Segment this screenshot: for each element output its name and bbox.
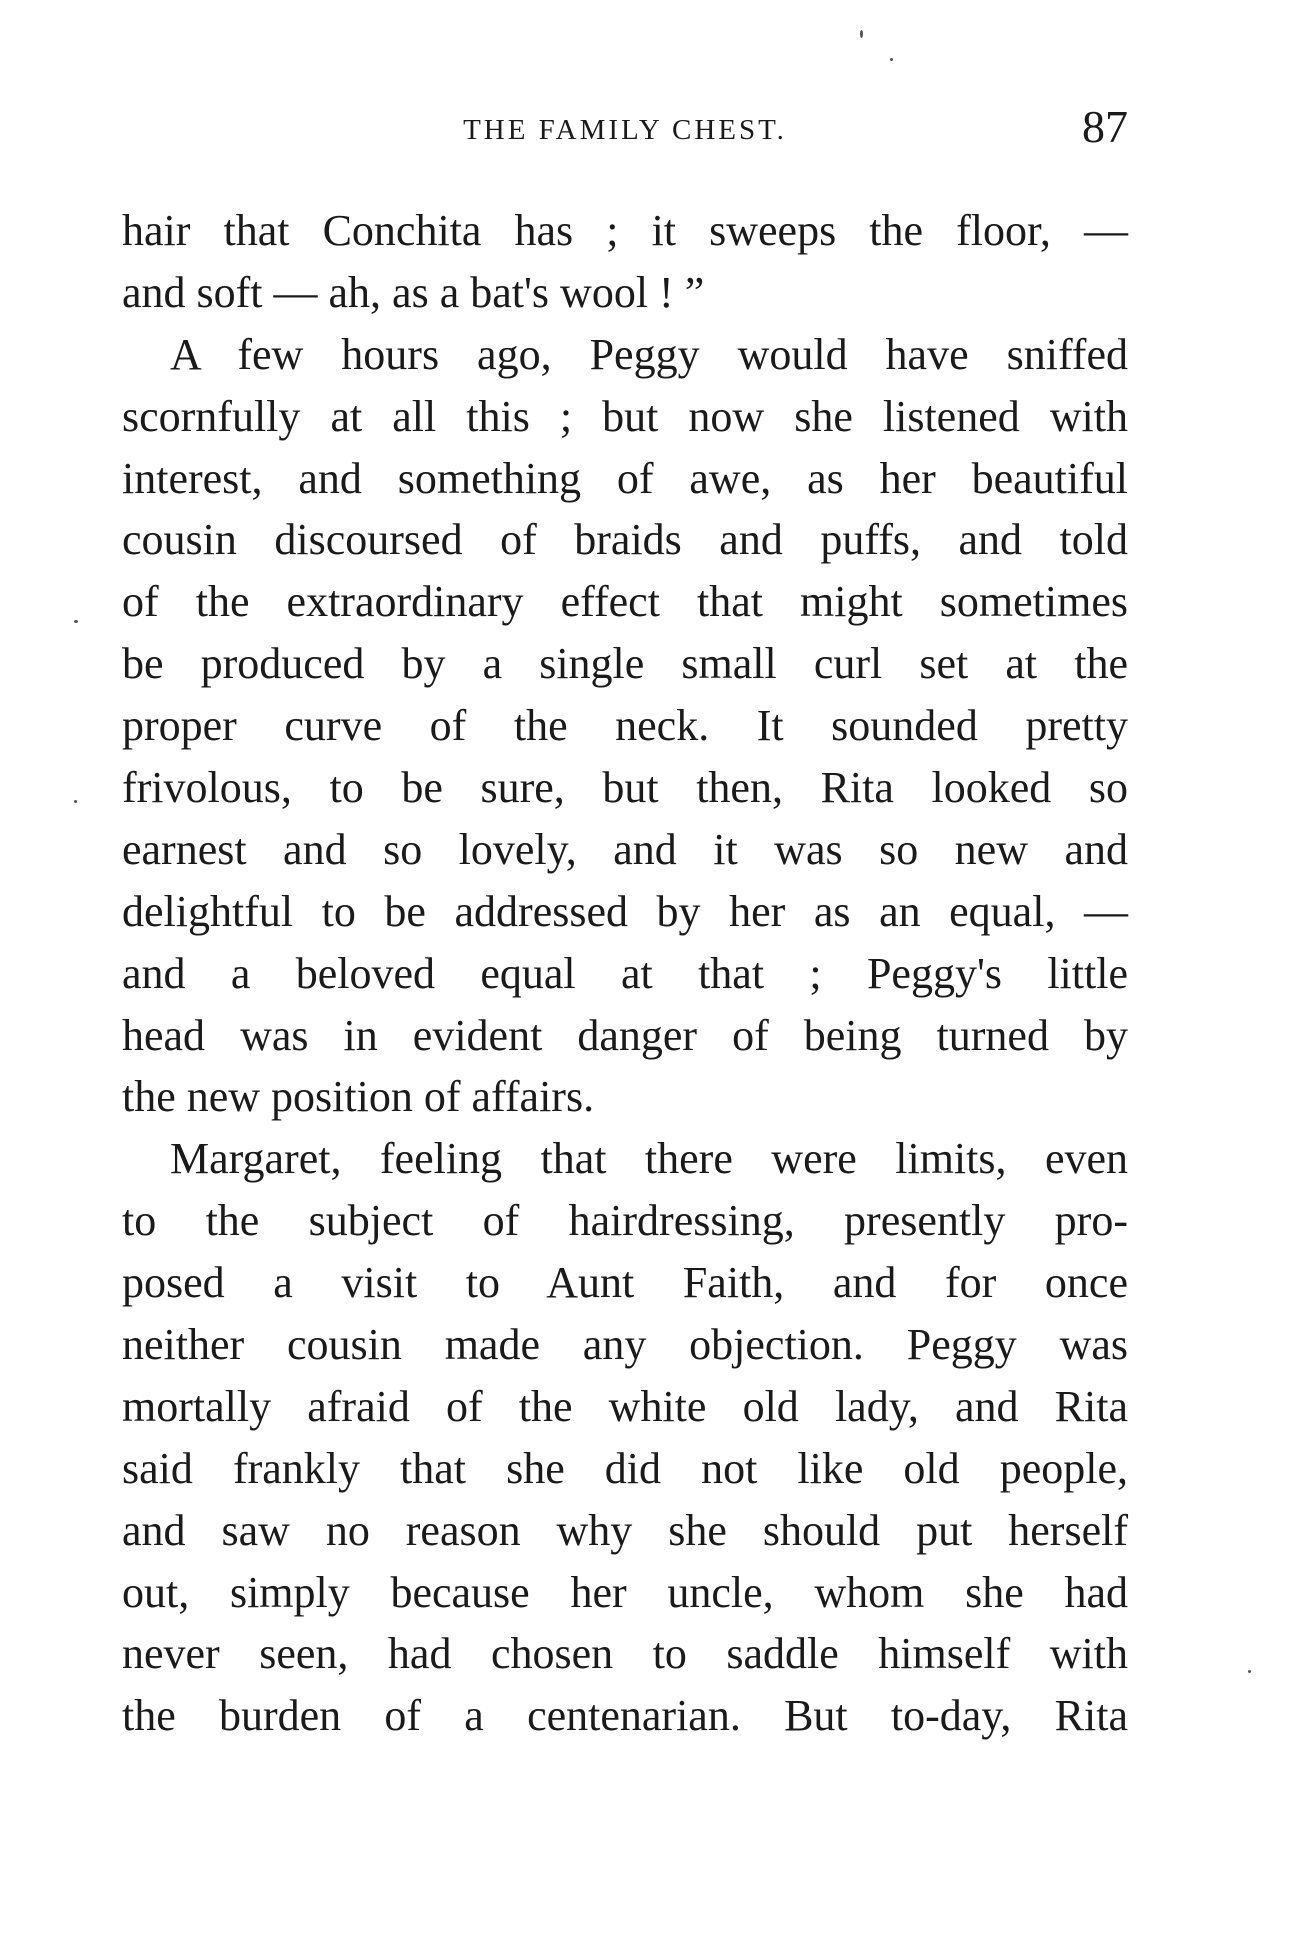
text-line: be produced by a single small curl set at the <box>122 639 1128 689</box>
ink-speck <box>74 800 77 803</box>
text-line: cousin discoursed of braids and puffs, and told <box>122 515 1128 565</box>
text-line: to the subject of hairdressing, presently pro- <box>122 1196 1128 1246</box>
text-line: and soft — ah, as a bat's wool ! ” <box>122 267 705 317</box>
text-line: delightful to be addressed by her as an equal, — <box>122 886 1128 936</box>
text-line: earnest and so lovely, and it was so new and <box>122 824 1128 874</box>
text-line: head was in evident danger of being turned by <box>122 1010 1128 1060</box>
running-head: THE FAMILY CHEST. <box>463 114 787 146</box>
text-line: A few hours ago, Peggy would have sniffed <box>170 329 1128 379</box>
ink-speck <box>74 620 78 623</box>
ink-speck <box>890 58 893 61</box>
text-line: neither cousin made any objection. Peggy was <box>122 1320 1128 1370</box>
text-line: said frankly that she did not like old people, <box>122 1443 1128 1493</box>
text-line: out, simply because her uncle, whom she had <box>122 1567 1128 1617</box>
text-line: hair that Conchita has ; it sweeps the floor, — <box>122 206 1128 255</box>
text-line: interest, and something of awe, as her beautiful <box>122 453 1128 503</box>
text-line: mortally afraid of the white old lady, and Rita <box>122 1381 1128 1431</box>
text-line: proper curve of the neck. It sounded pretty <box>122 701 1128 751</box>
page-number: 87 <box>1082 101 1128 152</box>
text-line: never seen, had chosen to saddle himself with <box>122 1629 1128 1679</box>
text-line: and saw no reason why she should put herself <box>122 1505 1128 1555</box>
text-line: scornfully at all this ; but now she listened with <box>122 391 1128 441</box>
text-line: of the extraordinary effect that might sometimes <box>122 577 1128 627</box>
text-line: and a beloved equal at that ; Peggy's little <box>122 948 1128 998</box>
text-line: Margaret, feeling that there were limits, even <box>170 1134 1128 1184</box>
ink-speck <box>860 30 863 38</box>
body-text <box>122 200 1128 1747</box>
text-line: posed a visit to Aunt Faith, and for once <box>122 1258 1128 1308</box>
text-line: the burden of a centenarian. But to-day, Rita <box>122 1691 1128 1741</box>
page-header <box>122 100 1128 160</box>
ink-speck <box>1248 1670 1251 1673</box>
text-line: frivolous, to be sure, but then, Rita looked so <box>122 763 1128 813</box>
text-line: the new position of affairs. <box>122 1072 595 1122</box>
